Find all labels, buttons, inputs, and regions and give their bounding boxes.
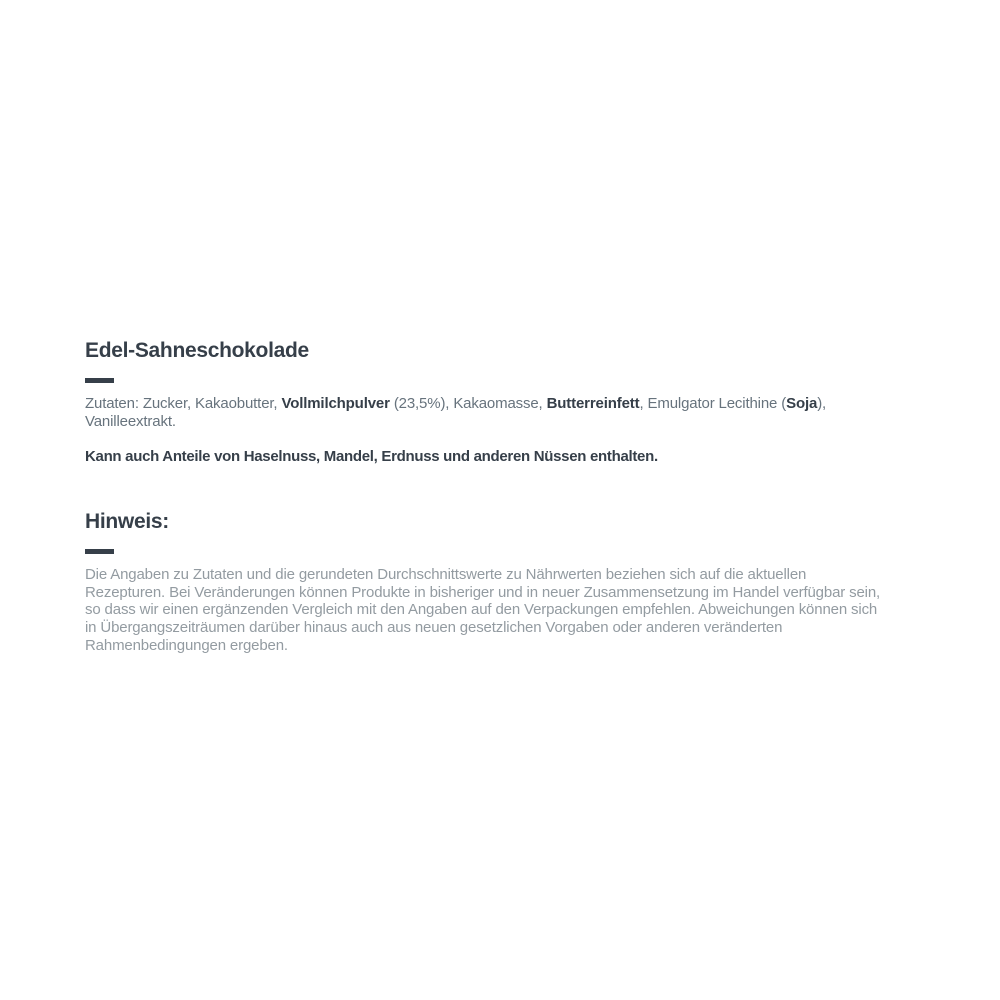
product-details-content xyxy=(85,338,925,655)
ingredients-part: Vanilleextrakt. xyxy=(85,413,176,430)
ingredients-section xyxy=(85,338,925,466)
note-divider xyxy=(85,549,114,554)
note-line: Rahmenbedingungen ergeben. xyxy=(85,636,288,654)
note-title: Hinweis: xyxy=(85,510,169,533)
product-title: Edel-Sahneschokolade xyxy=(85,339,309,362)
note-line: in Übergangszeiträumen darüber hinaus auch aus neuen gesetzlichen Vorgaben oder anderen veränderten xyxy=(85,619,783,637)
note-line: Die Angaben zu Zutaten und die gerundeten Durchschnittswerte zu Nährwerten beziehen sich auf die aktuellen xyxy=(85,566,807,583)
ingredients-part: ), xyxy=(817,395,827,412)
title-divider xyxy=(85,378,114,383)
allergen-note: Kann auch Anteile von Haselnuss, Mandel, Erdnuss und anderen Nüssen enthalten. xyxy=(85,448,658,465)
ingredients-part: (23,5%), Kakaomasse, xyxy=(389,395,547,412)
note-line: Rezepturen. Bei Veränderungen können Produkte in bisheriger und in neuer Zusammensetzung im Handel verfügbar sein, xyxy=(85,583,881,601)
ingredients-text xyxy=(85,395,925,431)
ingredients-part-bold: Butterreinfett xyxy=(546,395,640,412)
ingredients-part: , Emulgator Lecithine ( xyxy=(639,395,787,412)
note-text xyxy=(85,566,925,655)
ingredients-part-bold: Soja xyxy=(786,395,818,412)
note-section xyxy=(85,509,925,655)
ingredients-part: Zutaten: Zucker, Kakaobutter, xyxy=(85,395,282,412)
note-line: so dass wir einen ergänzenden Vergleich mit den Angaben auf den Verpackungen empfehlen. Abweichungen können sich xyxy=(85,601,878,619)
ingredients-part-bold: Vollmilchpulver xyxy=(281,395,390,412)
